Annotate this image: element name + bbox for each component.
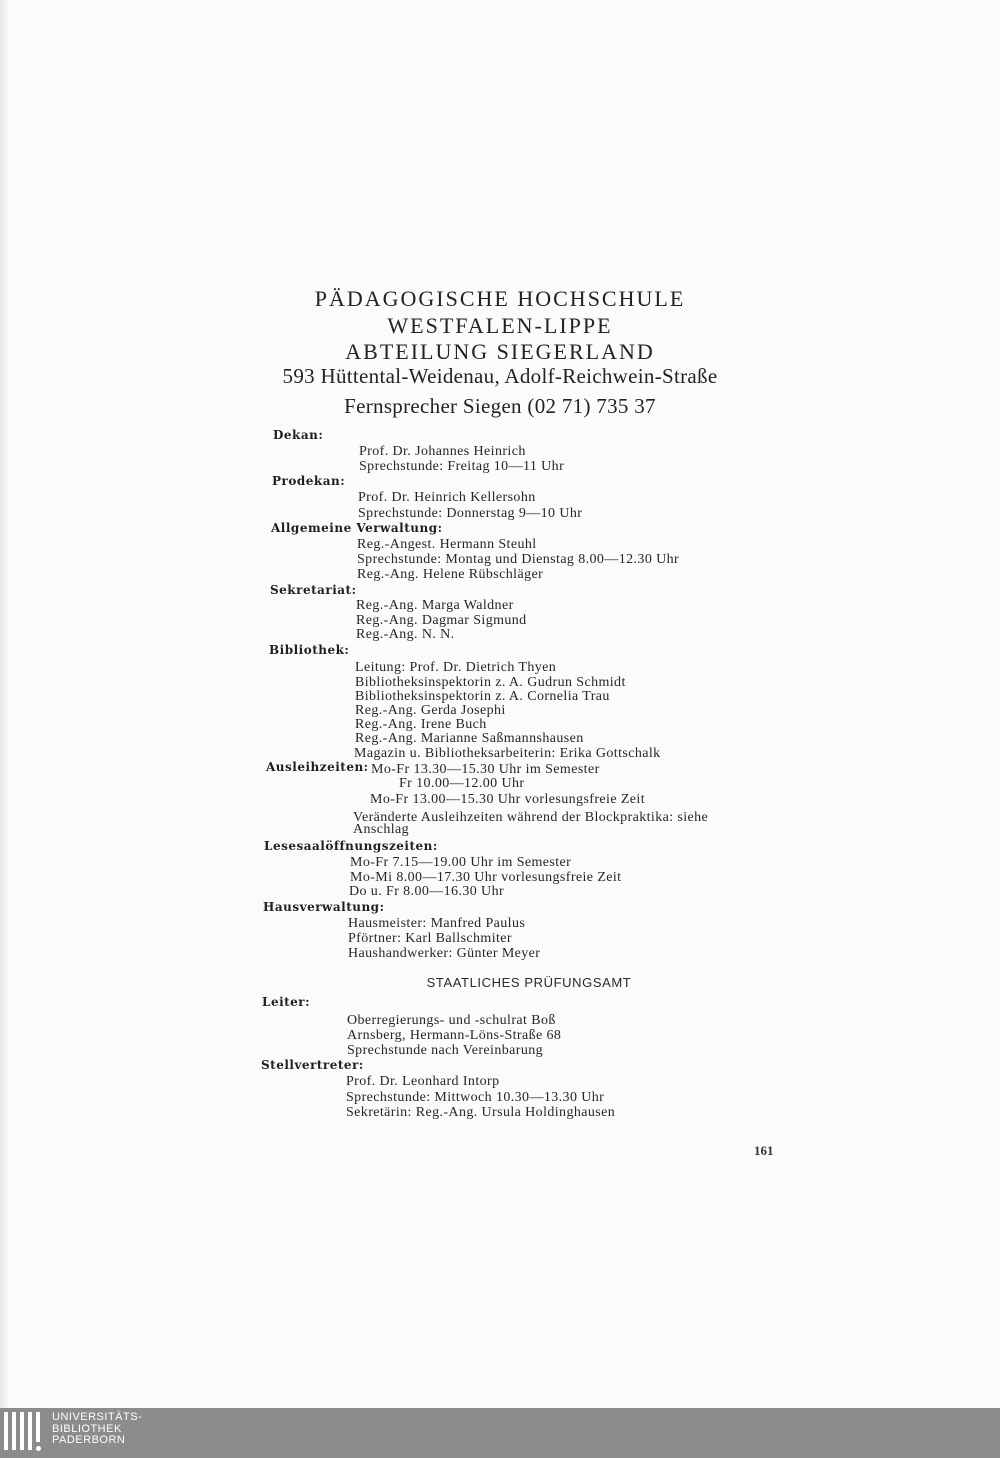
leiter-line: Arnsberg, Hermann-Löns-Straße 68 (347, 1028, 562, 1043)
logo-line: UNIVERSITÄTS- (52, 1411, 143, 1423)
hausverwaltung-line: Pförtner: Karl Ballschmiter (348, 931, 512, 946)
hausverwaltung-line: Hausmeister: Manfred Paulus (348, 916, 526, 931)
bibliothek-line: Magazin u. Bibliotheksarbeiterin: Erika Gottschalk (354, 746, 661, 761)
dekan-label: Dekan: (273, 428, 324, 442)
bibliothek-line: Leitung: Prof. Dr. Dietrich Thyen (355, 660, 557, 675)
dekan-line: Sprechstunde: Freitag 10—11 Uhr (359, 459, 565, 474)
stellvertreter-line: Sprechstunde: Mittwoch 10.30—13.30 Uhr (346, 1090, 605, 1105)
lesesaal-label: Lesesaalöffnungszeiten: (264, 839, 438, 853)
lesesaal-line: Mo-Fr 7.15—19.00 Uhr im Semester (350, 855, 572, 870)
bibliothek-line: Reg.-Ang. Irene Buch (355, 717, 487, 732)
prodekan-line: Sprechstunde: Donnerstag 9—10 Uhr (358, 506, 583, 521)
prodekan-line: Prof. Dr. Heinrich Kellersohn (358, 490, 536, 505)
bibliothek-label: Bibliothek: (269, 643, 350, 657)
leiter-line: Sprechstunde nach Vereinbarung (347, 1043, 544, 1058)
ausleihzeiten-label: Ausleihzeiten: (266, 760, 369, 774)
page-number: 161 (754, 1143, 774, 1158)
logo-line: PADERBORN (52, 1434, 126, 1446)
institution-address: 593 Hüttental-Weidenau, Adolf-Reichwein-Straße (282, 364, 718, 388)
page-spine-shadow (0, 0, 9, 1408)
institution-phone: Fernsprecher Siegen (02 71) 735 37 (344, 394, 656, 418)
sekretariat-line: Reg.-Ang. Dagmar Sigmund (356, 613, 527, 628)
verwaltung-line: Reg.-Angest. Hermann Steuhl (357, 537, 537, 552)
ausleihzeiten-line: Veränderte Ausleihzeiten während der Blockpraktika: siehe (353, 810, 709, 825)
stellvertreter-line: Prof. Dr. Leonhard Intorp (346, 1074, 500, 1089)
lesesaal-line: Mo-Mi 8.00—17.30 Uhr vorlesungsfreie Zeit (350, 870, 622, 885)
institution-title: PÄDAGOGISCHE HOCHSCHULE (314, 286, 686, 311)
pruefungsamt-heading: STAATLICHES PRÜFUNGSAMT (426, 975, 632, 990)
institution-region: WESTFALEN-LIPPE (387, 313, 613, 338)
leiter-label: Leiter: (262, 995, 311, 1009)
stellvertreter-label: Stellvertreter: (261, 1058, 364, 1072)
verwaltung-label: Allgemeine Verwaltung: (271, 521, 443, 535)
verwaltung-line: Sprechstunde: Montag und Dienstag 8.00—12.30 Uhr (357, 552, 680, 567)
logo-line: BIBLIOTHEK (52, 1422, 122, 1435)
ausleihzeiten-line: Anschlag (353, 822, 410, 837)
library-footer-bar (0, 1408, 1000, 1458)
bibliothek-line: Reg.-Ang. Gerda Josephi (355, 703, 506, 718)
prodekan-label: Prodekan: (272, 474, 346, 488)
library-logo-icon (2, 1410, 48, 1456)
institution-department: ABTEILUNG SIEGERLAND (345, 339, 655, 364)
dekan-line: Prof. Dr. Johannes Heinrich (359, 444, 526, 459)
ausleihzeiten-line: Fr 10.00—12.00 Uhr (399, 776, 525, 791)
leiter-line: Oberregierungs- und -schulrat Boß (347, 1013, 556, 1028)
sekretariat-line: Reg.-Ang. Marga Waldner (356, 598, 514, 613)
stellvertreter-line: Sekretärin: Reg.-Ang. Ursula Holdinghausen (346, 1105, 616, 1120)
lesesaal-line: Do u. Fr 8.00—16.30 Uhr (349, 884, 505, 899)
library-logo-text (52, 1412, 142, 1447)
bibliothek-line: Bibliotheksinspektorin z. A. Gudrun Schmidt (355, 675, 626, 690)
hausverwaltung-label: Hausverwaltung: (263, 900, 385, 914)
ausleihzeiten-line: Mo-Fr 13.30—15.30 Uhr im Semester (371, 762, 600, 777)
bibliothek-line: Bibliotheksinspektorin z. A. Cornelia Trau (355, 689, 610, 704)
ausleihzeiten-line: Mo-Fr 13.00—15.30 Uhr vorlesungsfreie Zeit (370, 792, 645, 807)
sekretariat-line: Reg.-Ang. N. N. (356, 627, 455, 642)
hausverwaltung-line: Haushandwerker: Günter Meyer (348, 946, 541, 961)
bibliothek-line: Reg.-Ang. Marianne Saßmannshausen (355, 731, 584, 746)
verwaltung-line: Reg.-Ang. Helene Rübschläger (357, 567, 544, 582)
sekretariat-label: Sekretariat: (270, 583, 357, 597)
